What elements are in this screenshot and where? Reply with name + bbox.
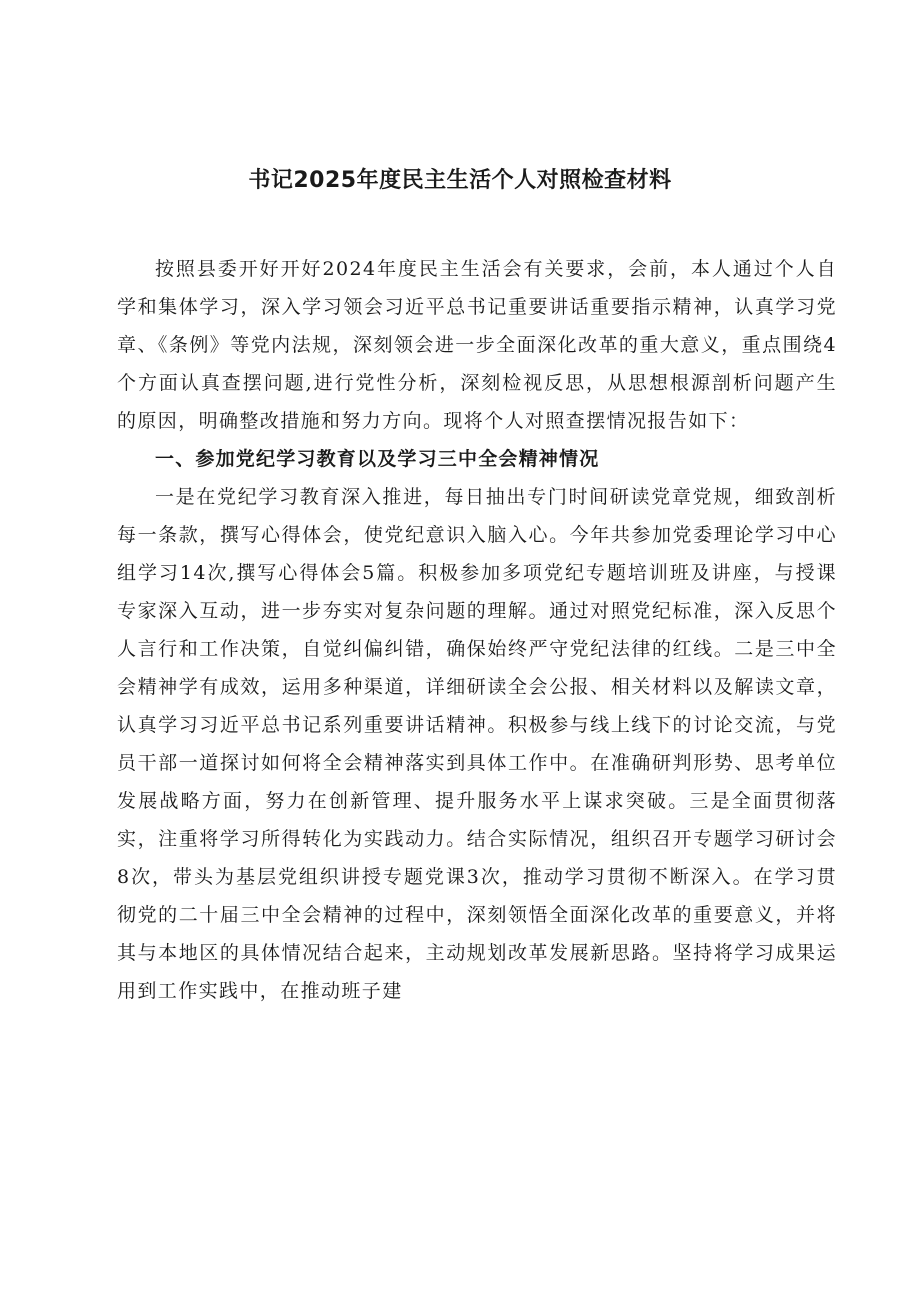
section-heading: 一、参加党纪学习教育以及学习三中全会精神情况 <box>155 448 600 470</box>
document-body <box>117 250 837 1010</box>
document-title: 书记2025年度民主生活个人对照检查材料 <box>248 168 672 193</box>
intro-paragraph: 按照县委开好开好2024年度民主生活会有关要求，会前，本人通过个人自学和集体学习，深入学习领会习近平总书记重要讲话重要指示精神，认真学习党章、《条例》等党内法规，深刻领会进一步全面深化改革的重大意义，重点围绕4个方面认真查摆问题,进行党性分析，深刻检视反思，从思想根源剖析问题产生的原因，明确整改措施和努力方向。现将个人对照查摆情况报告如下： <box>117 258 837 432</box>
section-paragraph: 一是在党纪学习教育深入推进，每日抽出专门时间研读党章党规，细致剖析每一条款，撰写心得体会，使党纪意识入脑入心。今年共参加党委理论学习中心组学习14次,撰写心得体会5篇。积极参加多项党纪专题培训班及讲座，与授课专家深入互动，进一步夯实对复杂问题的理解。通过对照党纪标准，深入反思个人言行和工作决策，自觉纠偏纠错，确保始终严守党纪法律的红线。二是三中全会精神学有成效，运用多种渠道，详细研读全会公报、相关材料以及解读文章，认真学习习近平总书记系列重要讲话精神。积极参与线上线下的讨论交流，与党员干部一道探讨如何将全会精神落实到具体工作中。在准确研判形势、思考单位发展战略方面，努力在创新管理、提升服务水平上谋求突破。三是全面贯彻落实，注重将学习所得转化为实践动力。结合实际情况，组织召开专题学习研讨会8次，带头为基层党组织讲授专题党课3次，推动学习贯彻不断深入。在学习贯彻党的二十届三中全会精神的过程中，深刻领悟全面深化改革的重要意义，并将其与本地区的具体情况结合起来，主动规划改革发展新思路。坚持将学习成果运用到工作实践中，在推动班子建 <box>117 486 837 1002</box>
